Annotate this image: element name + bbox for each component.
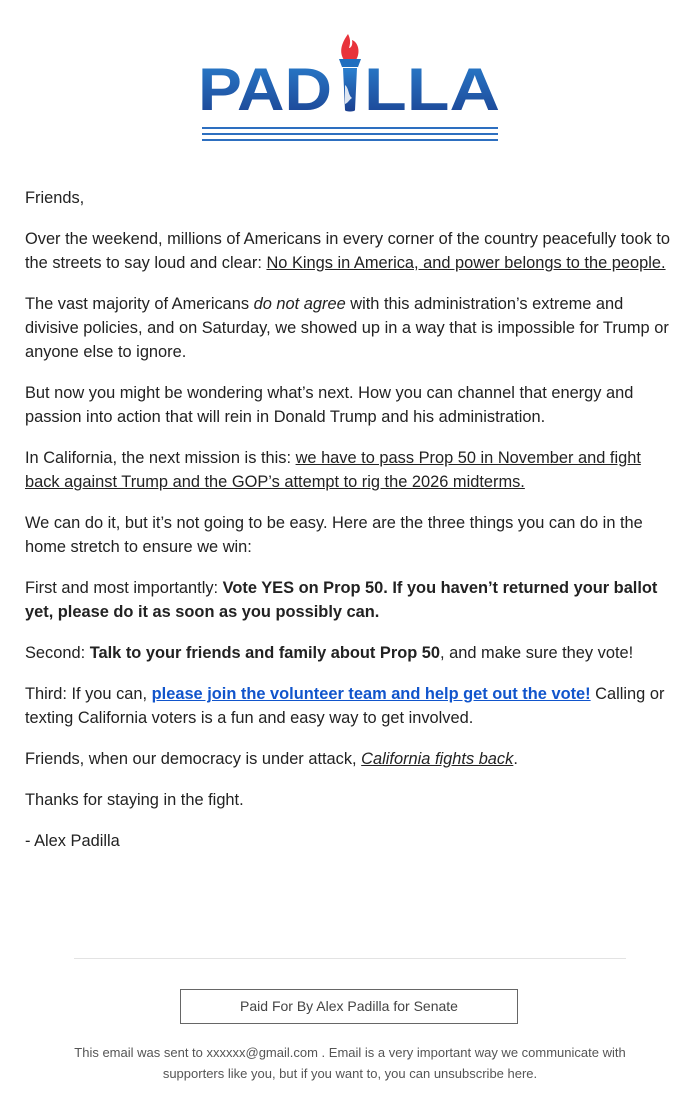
paragraph-7: Second: Talk to your friends and family about Prop 50, and make sure they vote! [25, 644, 634, 662]
paragraph-10: Thanks for staying in the fight. [25, 791, 244, 809]
paragraph-1: Over the weekend, millions of Americans in every corner of the country peacefully took to the streets to say loud and clear: No Kings in America, and power belongs to the people. [25, 230, 671, 272]
padilla-logo [198, 30, 502, 146]
paragraph-5: We can do it, but it’s not going to be easy. Here are the three things you can do in the home stretch to ensure we win: [25, 514, 643, 556]
logo-wordmark-left: PAD [198, 56, 332, 123]
greeting: Friends, [25, 189, 85, 207]
recipient-email[interactable]: xxxxxx@gmail.com [206, 1045, 318, 1060]
paragraph-3: But now you might be wondering what’s next. How you can channel that energy and passion into action that will rein in Donald Trump and his administration. [25, 384, 634, 426]
paid-for-disclaimer: Paid For By Alex Padilla for Senate [180, 989, 518, 1024]
talk-to-friends-text: Talk to your friends and family about Prop 50 [89, 644, 441, 662]
footer-text: This email was sent to xxxxxx@gmail.com . Email is a very important way we communicate with supporters like you, but if you want to, you can unsubscribe here. [74, 1045, 626, 1081]
header-logo-area [0, 30, 700, 150]
emphasis-text: do not agree [253, 295, 346, 313]
unsubscribe-link[interactable]: unsubscribe here [433, 1066, 534, 1081]
paragraph-9: Friends, when our democracy is under attack, California fights back. [25, 750, 518, 768]
paragraph-8: Third: If you can, please join the volunteer team and help get out the vote! Calling or texting California voters is a fun and easy way to get involved. [25, 685, 665, 727]
vote-yes-text: Vote YES on Prop 50. If you haven’t returned your ballot yet, please do it as soon as you possibly can. [25, 579, 658, 621]
torch-flame-icon [341, 34, 358, 60]
torch-icon [339, 59, 361, 67]
no-kings-link[interactable]: No Kings in America, and power belongs to the people. [266, 254, 666, 272]
logo-wordmark-right: LLA [364, 56, 500, 123]
california-fights-back-link[interactable]: California fights back [361, 750, 514, 768]
prop-50-mission-link[interactable]: we have to pass Prop 50 in November and fight back against Trump and the GOP’s attempt to rig the 2026 midterms. [25, 449, 641, 491]
footer-divider [74, 958, 626, 959]
paragraph-4: In California, the next mission is this: we have to pass Prop 50 in November and fight back against Trump and the GOP’s attempt to rig the 2026 midterms. [25, 449, 641, 491]
paragraph-6: First and most importantly: Vote YES on Prop 50. If you haven’t returned your ballot yet, please do it as soon as you possibly can. [25, 579, 658, 621]
volunteer-link[interactable]: please join the volunteer team and help get out the vote! [151, 685, 591, 703]
signature: - Alex Padilla [25, 832, 120, 850]
email-body [25, 186, 677, 870]
paragraph-2: The vast majority of Americans do not agree with this administration’s extreme and divisive policies, and on Saturday, we showed up in a way that is impossible for Trump or anyone else to ignore. [25, 295, 669, 361]
